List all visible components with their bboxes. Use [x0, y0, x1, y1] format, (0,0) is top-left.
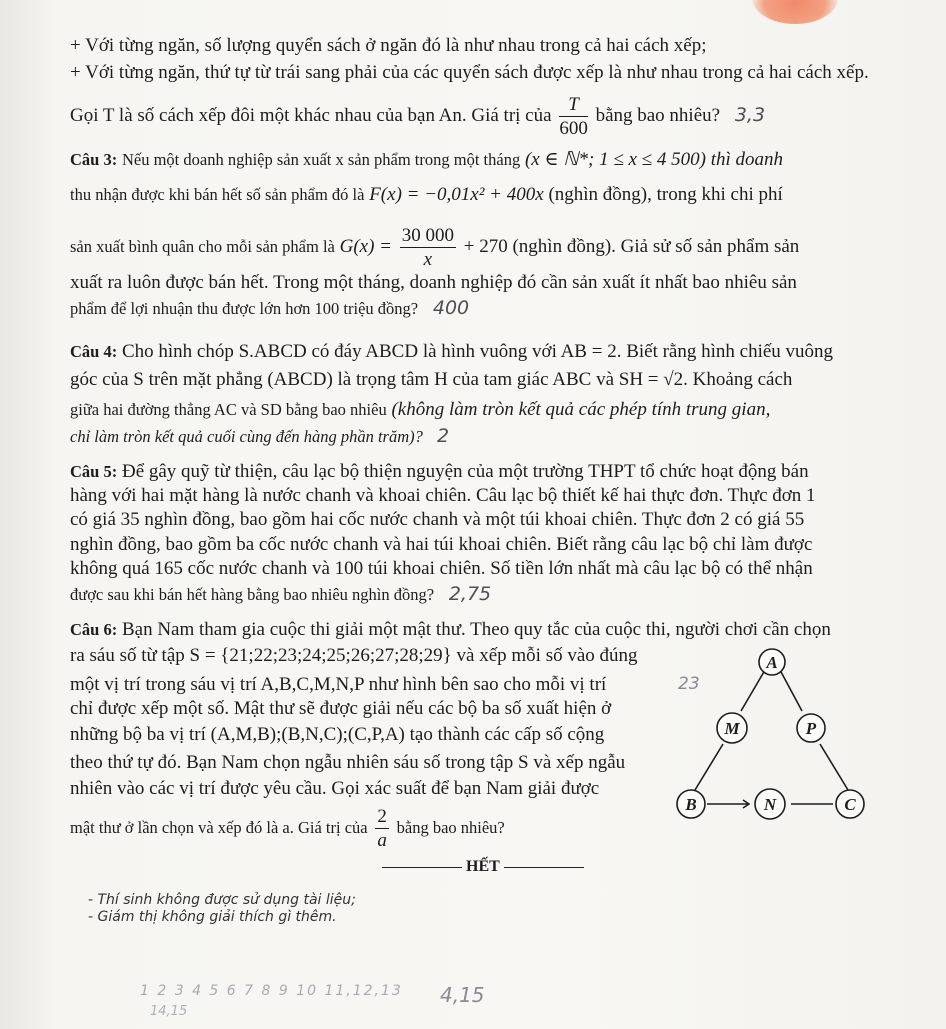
q5-line-6 — [70, 582, 916, 607]
node-a-label: A — [766, 653, 778, 672]
q6-text: mật thư ở lần chọn và xếp đó là a. Giá trị của — [70, 817, 368, 837]
q4-label: Câu 4: — [70, 342, 118, 361]
q4-text: Cho hình chóp S.ABCD có đáy ABCD là hình vuông với AB = 2. Biết rằng hình chiếu vuông — [121, 341, 834, 362]
q6-line-2: ra sáu số từ tập S = {21;22;23;24;25;26;27;28;29} và xếp mỗi số vào đúng — [70, 645, 638, 666]
intro-line-1: + Với từng ngăn, số lượng quyển sách ở ngăn đó là như nhau trong cả hai cách xếp; — [70, 35, 707, 56]
intro-line-3-question: bằng bao nhiêu? — [595, 104, 721, 126]
q3-text: Nếu một doanh nghiệp sản xuất x sản phẩm trong một tháng — [121, 150, 521, 169]
node-n-label: N — [763, 795, 777, 814]
q4-text-italic: chỉ làm tròn kết quả cuối cùng đến hàng phần trăm)? — [70, 427, 423, 446]
edge-p-c — [820, 744, 848, 790]
q3-text: thu nhận được khi bán hết số sản phẩm đó là — [70, 185, 365, 204]
q4-line-1 — [70, 340, 916, 364]
q3-text: phẩm để lợi nhuận thu được lớn hơn 100 triệu đồng? — [70, 299, 419, 318]
q6-text-tail: bằng bao nhiêu? — [396, 817, 505, 837]
q5-line-2: hàng với hai mặt hàng là nước chanh và khoai chiên. Câu lạc bộ thiết kế hai thực đơn. Thực đơn 1 — [70, 485, 816, 506]
fraction-denominator: 600 — [559, 118, 588, 139]
q3-text-tail: + 270 (nghìn đồng). Giả sử số sản phẩm sản — [463, 235, 800, 257]
q5-text: được sau khi bán hết hàng bằng bao nhiêu nghìn đồng? — [70, 585, 435, 604]
edge-m-b — [695, 744, 723, 790]
q5-line-5: không quá 165 cốc nước chanh và 100 túi khoai chiên. Số tiền lớn nhất mà câu lạc bộ có thể nhận — [70, 558, 813, 579]
q3-text-tail: thì doanh — [710, 149, 783, 170]
note-line-2: - Giám thị không giải thích gì thêm. — [88, 909, 337, 925]
q3-line-1 — [70, 148, 916, 172]
q4-line-4 — [70, 424, 916, 449]
node-c-label: C — [844, 795, 856, 814]
q6-line-6: theo thứ tự đó. Bạn Nam chọn ngẫu nhiên sáu số trong tập S và xếp ngẫu — [70, 752, 626, 773]
handwritten-answer: 2 — [437, 425, 450, 447]
divider — [504, 867, 584, 868]
q4-text-italic: (không làm tròn kết quả các phép tính trung gian, — [391, 399, 771, 420]
q3-fraction — [400, 226, 456, 269]
node-p-label: P — [805, 719, 817, 738]
q6-line-7: nhiên vào các vị trí được yêu cầu. Gọi xác suất để bạn Nam giải được — [70, 778, 600, 799]
handwritten-answer: 2,75 — [448, 583, 492, 605]
fraction-denominator: a — [377, 830, 387, 851]
handwritten-answer: 3,3 — [734, 103, 766, 126]
q3-formula-f: F(x) = −0,01x² + 400x — [369, 184, 544, 205]
handwritten-scribble: 4,15 — [440, 983, 485, 1007]
q3-domain: (x ∈ ℕ*; 1 ≤ x ≤ 4 500) — [524, 149, 706, 170]
edge-a-m — [741, 670, 765, 711]
q3-text-tail: (nghìn đồng), trong khi chi phí — [548, 184, 783, 205]
q4-text: góc của S trên mặt phẳng (ABCD) là trọng tâm H của tam giác ABC và SH = √2. Khoảng cách — [70, 369, 793, 390]
q4-line-3 — [70, 398, 916, 422]
q5-text: Để gây quỹ từ thiện, câu lạc bộ thiện nguyện của một trường THPT tổ chức hoạt động bán — [121, 461, 809, 482]
q5-label: Câu 5: — [70, 462, 118, 481]
q3-text: sản xuất bình quân cho mỗi sản phẩm là — [70, 236, 335, 256]
note-line-1: - Thí sinh không được sử dụng tài liệu; — [88, 892, 356, 908]
orange-stain — [752, 0, 838, 24]
q6-line-1 — [70, 618, 916, 642]
q6-line-4: chỉ được xếp một số. Mật thư sẽ được giải nếu các bộ ba số xuất hiện ở — [70, 698, 612, 719]
intro-line-3 — [70, 95, 916, 138]
handwritten-scribble: 14,15 — [150, 1004, 188, 1019]
fraction-numerator: T — [559, 95, 588, 117]
q4-line-2 — [70, 368, 916, 392]
node-b-label: B — [685, 795, 697, 814]
q5-line-3: có giá 35 nghìn đồng, bao gồm hai cốc nước chanh và một túi khoai chiên. Thực đơn 2 có giá 55 — [70, 509, 805, 530]
intro-line-2: + Với từng ngăn, thứ tự từ trái sang phải của các quyển sách được xếp là như nhau trong cả hai cách xếp. — [70, 62, 869, 83]
q6-line-3 — [70, 673, 646, 697]
handwritten-scribble: 1 2 3 4 5 6 7 8 9 10 11,12,13 — [140, 983, 403, 999]
fraction-numerator: 2 — [377, 806, 387, 827]
q5-line-1 — [70, 460, 916, 484]
q3-line-4: xuất ra luôn được bán hết. Trong một tháng, doanh nghiệp đó cần sản xuất ít nhất bao nhiêu sản — [70, 272, 797, 293]
fraction-t-600 — [559, 95, 588, 138]
q3-line-5 — [70, 296, 916, 321]
q6-label: Câu 6: — [70, 620, 118, 639]
triangle-diagram — [665, 648, 905, 828]
q6-text: một vị trí trong sáu vị trí A,B,C,M,N,P như hình bên sao cho mỗi vị trí — [70, 674, 607, 695]
q3-formula-g: G(x) = — [339, 235, 393, 257]
q6-line-8 — [70, 807, 646, 850]
q6-line-5: những bộ ba vị trí (A,M,B);(B,N,C);(C,P,A) tạo thành các cấp số cộng — [70, 724, 605, 745]
end-marker — [382, 858, 622, 876]
handwritten-answer: 400 — [432, 297, 470, 319]
q5-line-4: nghìn đồng, bao gồm ba cốc nước chanh và hai túi khoai chiên. Biết rằng câu lạc bộ chỉ làm được — [70, 534, 813, 555]
q3-line-3 — [70, 226, 916, 269]
q3-line-2 — [70, 183, 916, 207]
end-label: HẾT — [466, 858, 500, 875]
divider — [382, 867, 462, 868]
q3-label: Câu 3: — [70, 150, 118, 169]
intro-line-3-text: Gọi T là số cách xếp đôi một khác nhau của bạn An. Giá trị của — [70, 104, 552, 126]
q4-text: giữa hai đường thẳng AC và SD bằng bao nhiêu — [70, 400, 387, 419]
fraction-denominator: x — [423, 249, 433, 270]
edge-a-p — [780, 670, 802, 711]
fraction-numerator: 30 000 — [401, 225, 455, 246]
q6-fraction — [375, 807, 389, 850]
q6-text: Bạn Nam tham gia cuộc thi giải một mật thư. Theo quy tắc của cuộc thi, người chơi cần chọn — [121, 619, 831, 640]
node-m-label: M — [724, 719, 740, 738]
handwritten-note: 23 — [678, 674, 700, 694]
